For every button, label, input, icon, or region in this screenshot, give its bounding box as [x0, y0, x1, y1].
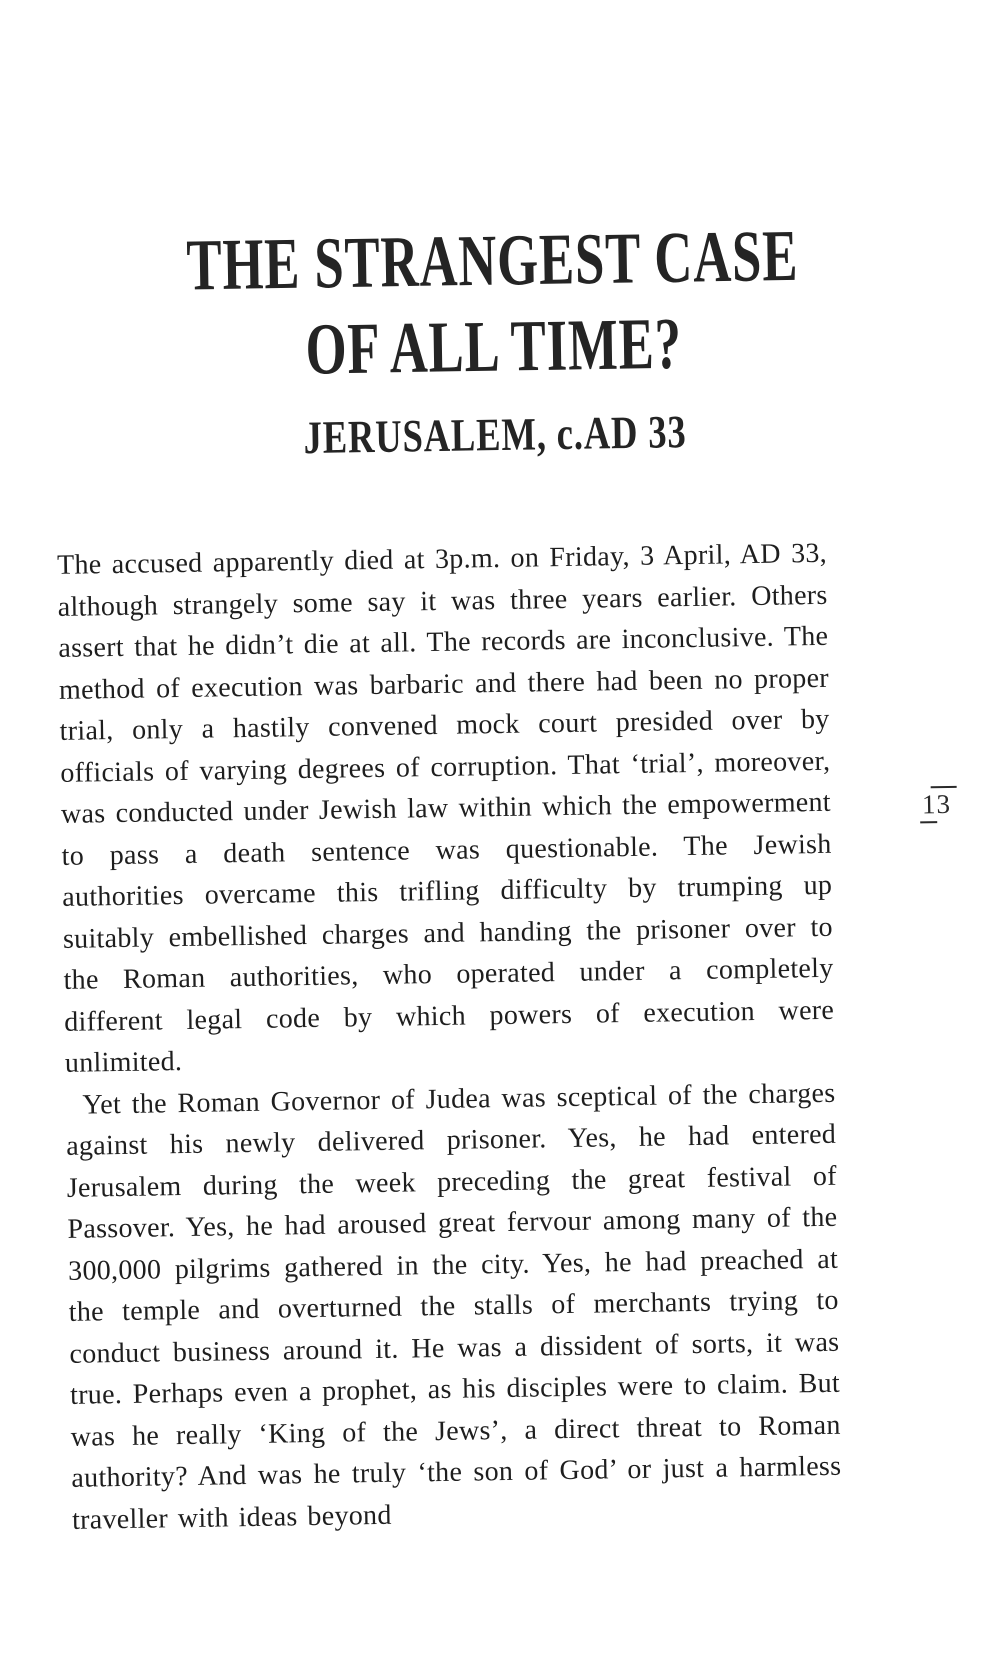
paragraph-2: Yet the Roman Governor of Judea was sceptical of the charges against his newly delivered prisoner. Yes, he had entered Jerusalem during the week preceding the great festival of Passover. Yes, he had aroused great fervour among many of the 300,000 pilgrims gathered in the city. Yes, he had preached at the temple and overturned the stalls of merchants trying to conduct business around it. He was a dissident of sorts, it was true. Perhaps even a prophet, as his disciples were to claim. But was he really ‘King of the Jews’, a direct threat to Roman authority? And was he truly ‘the son of God’ or just a harmless traveller with ideas beyond	[65, 1077, 842, 1536]
body-text	[57, 533, 843, 1541]
chapter-title-line-2: OF ALL TIME?	[304, 303, 683, 391]
chapter-title-line-1: THE STRANGEST CASE	[185, 216, 799, 306]
page-number: 13	[921, 788, 952, 820]
paragraph-1: The accused apparently died at 3p.m. on Friday, 3 April, AD 33, although strangely some say it was three years earlier. Others assert that he didn’t die at all. The records are inconclusive. The method of execution was barbaric and there had been no proper trial, only a hastily convened mock court presided over by officials of varying degrees of corruption. That ‘trial’, moreover, was conducted under Jewish law within which the empowerment to pass a death sentence was questionable. The Jewish authorities overcame this trifling difficulty by trumping up suitably embellished charges and handing the prisoner over to the Roman authorities, who operated under a completely different legal code by which powers of execution were unlimited.	[56, 537, 835, 1079]
chapter-heading	[0, 210, 995, 468]
chapter-subtitle: JERUSALEM, c.AD 33	[303, 407, 687, 464]
